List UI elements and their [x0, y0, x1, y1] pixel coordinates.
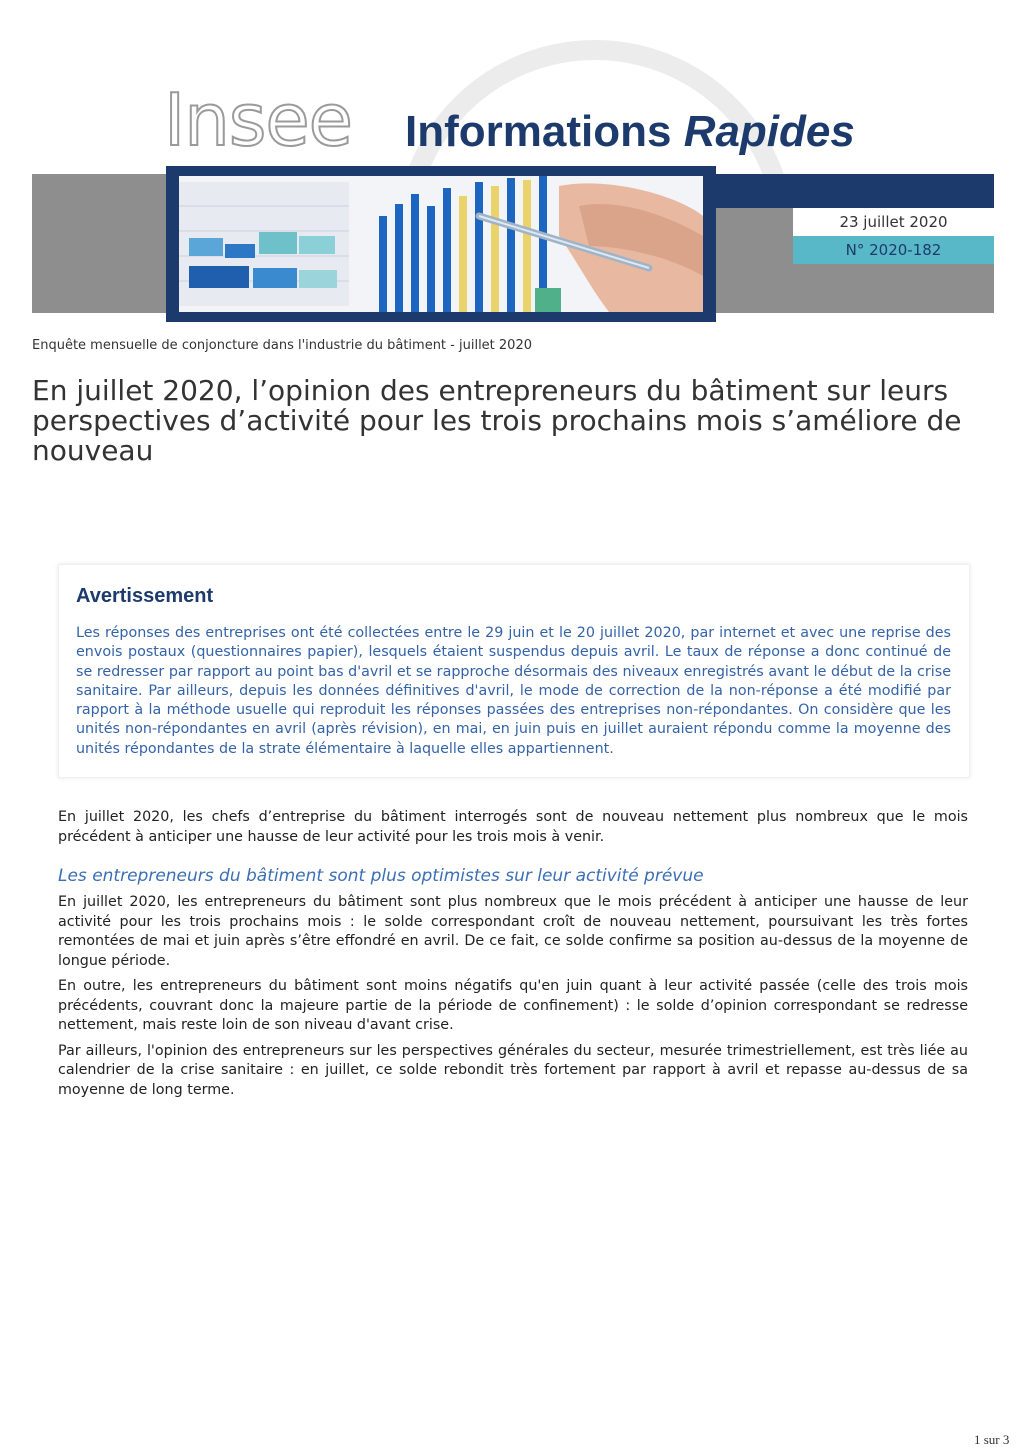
publication-number: N° 2020-182 [793, 236, 994, 264]
masthead-rapides: Rapides [683, 107, 855, 156]
body-paragraph: En juillet 2020, les entrepreneurs du bâtiment sont plus nombreux que le mois précédent à anticiper une hausse de leur activité pour les trois prochains mois : le solde correspondant croît de nouveau nettement, poursuivant les très fortes remontées de mai et juin après s’être effondré en avril. De ce fait, ce solde confirme sa position au-dessus de la moyenne de longue période. [58, 894, 968, 969]
page-number: 1 sur 3 [974, 1432, 1010, 1447]
body-paragraph: Par ailleurs, l'opinion des entrepreneurs sur les perspectives générales du secteur, mesurée trimestriellement, est très liée au calendrier de la crise sanitaire : en juillet, ce solde rebondit très fortement par rapport à avril et repasse au-dessus de sa moyenne de long terme. [58, 1042, 968, 1098]
header-navy-band [715, 174, 994, 208]
section-heading: Les entrepreneurs du bâtiment sont plus optimistes sur leur activité prévue [58, 866, 704, 886]
masthead-informations: Informations [405, 107, 684, 156]
page-title: En juillet 2020, l’opinion des entrepreneurs du bâtiment sur leurs perspectives d’activité pour les trois prochains mois s’améliore de nouveau [32, 374, 962, 467]
warning-heading: Avertissement [76, 585, 214, 607]
bar-chart-with-pen-icon [179, 176, 703, 312]
intro-paragraph: En juillet 2020, les chefs d’entreprise du bâtiment interrogés sont de nouveau nettement plus nombreux que le mois précédent à anticiper une hausse de leur activité pour les trois mois à venir. [58, 809, 968, 845]
header-photo [166, 166, 716, 322]
publication-date: 23 juillet 2020 [793, 208, 994, 236]
series-label: Enquête mensuelle de conjoncture dans l'industrie du bâtiment - juillet 2020 [32, 338, 532, 353]
body-paragraph: En outre, les entrepreneurs du bâtiment sont moins négatifs qu'en juin quant à leur activité passée (celle des trois mois précédents, couvrant donc la majeure partie de la période de confinement) : le solde d’opinion correspondant se redresse nettement, mais reste loin de son niveau d'avant crise. [58, 978, 968, 1033]
article-body [58, 808, 968, 1106]
masthead-title [405, 104, 855, 160]
warning-text: Les réponses des entreprises ont été collectées entre le 29 juin et le 20 juillet 2020, par internet et avec une reprise des envois postaux (questionnaires papier), lesquels étaient suspendus depuis avril. Le taux de réponse a donc continué de se redresser par rapport au point bas d'avril et se rapproche désormais des niveaux enregistrés avant le début de la crise sanitaire. Par ailleurs, depuis les données définitives d'avril, le mode de correction de la non-réponse a été modifié par rapport à la méthode usuelle qui reproduit les réponses passées des entreprises non-répondantes. On considère que les unités non-répondantes en avril (après révision), en mai, en juin puis en juillet auraient répondu comme la moyenne des unités répondantes de la strate élémentaire à laquelle elles appartiennent. [76, 625, 951, 757]
warning-box [58, 564, 970, 778]
insee-logo: Insee [164, 78, 352, 162]
